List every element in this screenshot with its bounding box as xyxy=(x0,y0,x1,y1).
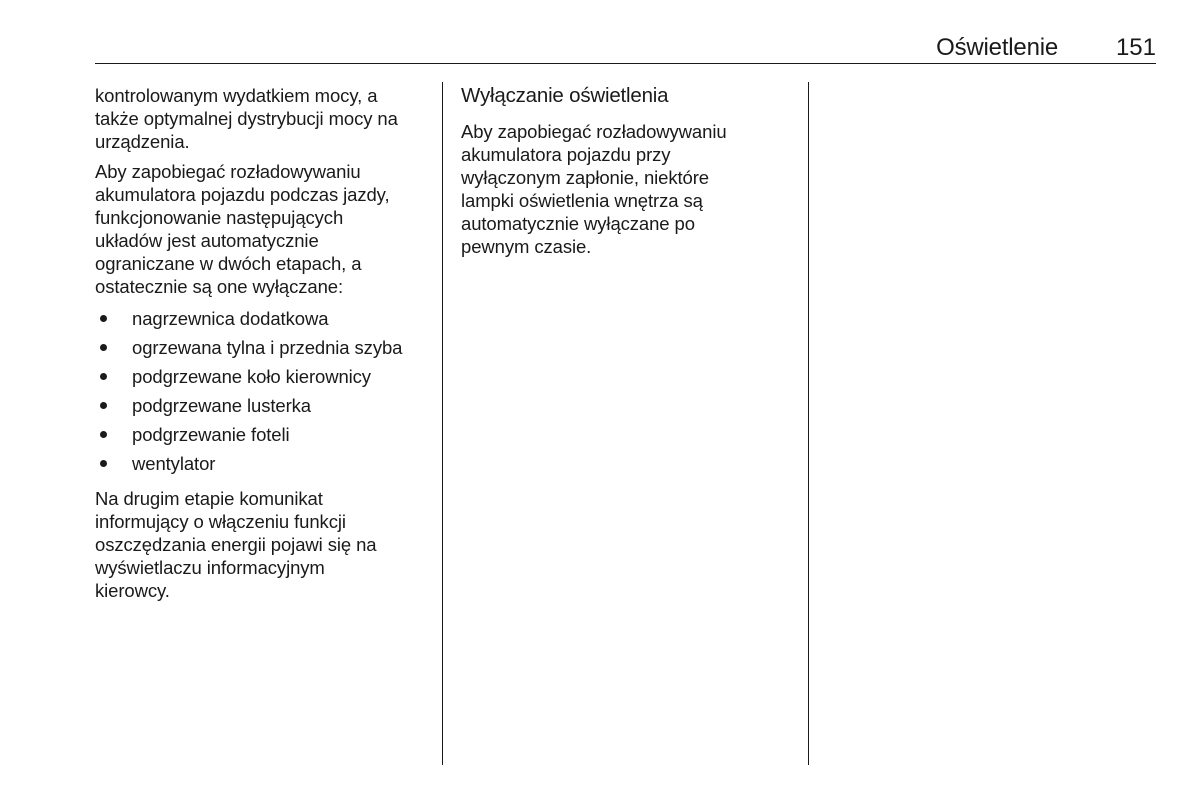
list-item xyxy=(95,394,430,423)
list-item-text: podgrzewane koło kierownicy xyxy=(132,366,371,387)
list-item xyxy=(95,423,430,452)
list-item-text: ogrzewana tylna i przednia szyba xyxy=(132,337,403,358)
paragraph-second-stage: Na drugim etapie komunikat informujący o włączeniu funkcji oszczędzania energii pojawi się na wyświetlaczu informacyjnym kierowcy. xyxy=(95,488,377,601)
page-header xyxy=(95,28,1156,62)
paragraph-lighting-off: Aby zapobiegać rozładowywaniu akumulatora pojazdu przy wyłączonym zapłonie, niektóre lampki oświetlenia wnętrza są automatycznie wyłączane po pewnym czasie. xyxy=(461,121,727,257)
list-item-text: podgrzewane lusterka xyxy=(132,395,311,416)
bullet-icon xyxy=(100,431,107,438)
list-item-text: nagrzewnica dodatkowa xyxy=(132,308,329,329)
bullet-list xyxy=(95,307,430,481)
list-item xyxy=(95,452,430,481)
header-divider xyxy=(95,63,1156,64)
page-number: 151 xyxy=(1115,34,1156,61)
list-item-text: podgrzewanie foteli xyxy=(132,424,290,445)
text-column-1 xyxy=(95,84,430,609)
list-item-text: wentylator xyxy=(132,453,216,474)
text-column-2 xyxy=(461,84,796,265)
bullet-icon xyxy=(100,402,107,409)
paragraph-continued: kontrolowanym wydatkiem mocy, a także optymalnej dystrybucji mocy na urządzenia. xyxy=(95,85,398,152)
paragraph-battery-protection: Aby zapobiegać rozładowywaniu akumulatora pojazdu podczas jazdy, funkcjonowanie następujących układów jest automatycznie ograniczane w dwóch etapach, a ostatecznie są one wyłączane: xyxy=(95,161,390,297)
bullet-icon xyxy=(100,315,107,322)
bullet-icon xyxy=(100,344,107,351)
list-item xyxy=(95,307,430,336)
bullet-icon xyxy=(100,373,107,380)
list-item xyxy=(95,365,430,394)
section-title: Oświetlenie xyxy=(936,34,1058,61)
section-heading: Wyłączanie oświetlenia xyxy=(461,84,669,107)
column-divider-left xyxy=(442,82,443,765)
bullet-icon xyxy=(100,460,107,467)
list-item xyxy=(95,336,430,365)
column-divider-right xyxy=(808,82,809,765)
